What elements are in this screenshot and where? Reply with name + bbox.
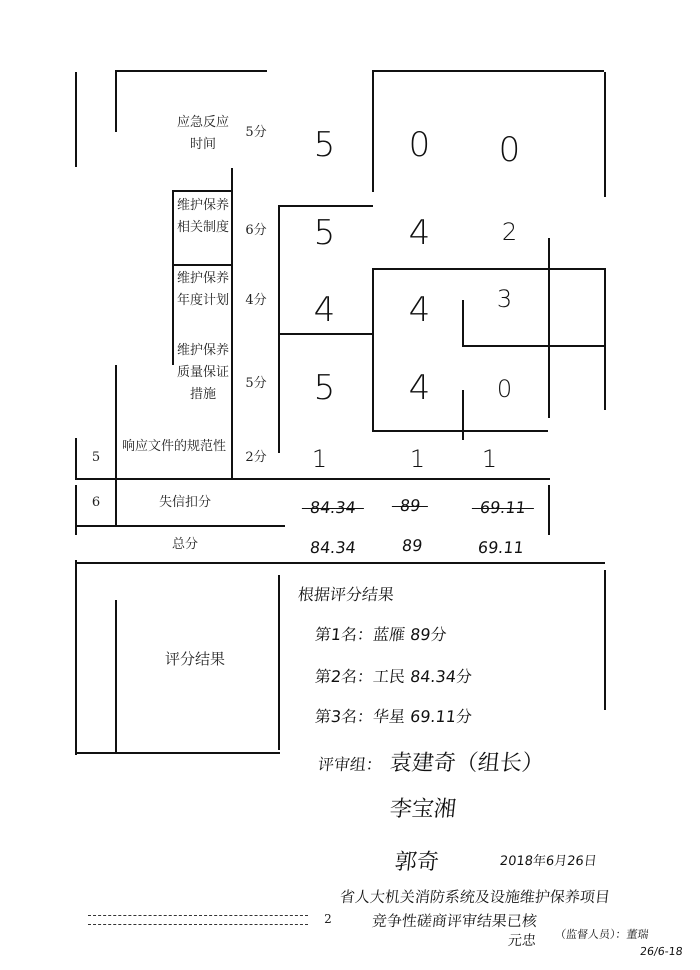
grid-line [278,205,373,207]
grid-line [75,752,280,754]
grid-line [278,333,373,335]
grid-line [548,485,550,535]
total-score: 89 [401,536,424,555]
points-cell: 6分 [245,223,267,238]
grid-line [75,525,285,527]
panel-label: 评审组： [316,755,383,774]
score-cell: 4 [313,290,337,330]
score-cell: 0 [408,125,432,165]
grid-line [115,600,117,752]
points-cell: 5分 [245,376,267,391]
points-cell: 2分 [245,450,267,465]
footer-rule [88,915,308,916]
score-cell: 1 [409,445,427,473]
row-index: 5 [91,450,101,465]
approval-note: 竞争性磋商评审结果已核 [371,912,538,930]
credit-label: 失信扣分 [158,495,211,510]
score-cell: 1 [481,445,499,473]
grid-line [372,430,548,432]
grid-line [231,168,233,478]
grid-line [604,72,606,197]
grid-line [115,365,117,525]
score-cell: 4 [408,213,432,253]
score-cell: 4 [408,290,432,330]
grid-line [278,205,280,453]
criterion-cell: 维护保养质量保证措施 [176,343,229,402]
points-cell: 5分 [245,125,267,140]
criterion-cell: 响应文件的规范性 [121,439,226,454]
grid-line [172,190,174,365]
footer-rule [88,924,308,925]
grid-line [172,264,232,266]
rank-line: 第1名：蓝雁 89分 [313,625,448,644]
grid-line [75,72,77,167]
total-score: 69.11 [477,538,525,557]
score-cell: 5 [313,368,337,408]
score-cell: 2 [501,218,519,246]
grid-line [372,70,604,72]
grid-line [372,268,374,430]
grid-line [75,562,605,564]
result-label: 评分结果 [164,650,225,668]
grid-line [75,438,77,478]
signing-date: 2018年6月26日 [499,854,598,869]
supervisor-date: 26/6-18 [639,945,684,958]
grid-line [75,478,550,480]
grid-line [372,72,374,192]
rank-line: 第3名：华星 69.11分 [313,707,473,726]
score-cell: 5 [313,213,337,253]
score-cell: 5 [313,125,337,165]
grid-line [462,390,464,440]
criterion-cell: 应急反应时间 [176,115,229,152]
grid-line [604,268,606,410]
score-cell: 4 [408,368,432,408]
approval-note: 省人大机关消防系统及设施维护保养项目 [339,888,611,906]
credit-score: 69.11 [479,498,527,517]
points-cell: 4分 [245,293,267,308]
grid-line [372,268,604,270]
total-score: 84.34 [309,538,357,557]
grid-line [75,485,77,535]
grid-line [115,70,267,72]
criterion-cell: 维护保养相关制度 [176,198,229,235]
criterion-cell: 维护保养年度计划 [176,271,229,308]
credit-score: 89 [399,496,422,515]
grid-line [115,72,117,132]
panel-member-signature: 袁建奇（组长） [388,751,546,776]
rank-line: 第2名：工民 84.34分 [313,667,473,686]
grid-line [462,300,464,345]
score-cell: 0 [498,130,522,170]
supervisor-signature: （监督人员）：董瑞 [554,928,650,941]
grid-line [462,345,604,347]
panel-member-signature: 郭奇 [393,850,441,875]
grid-line [172,190,232,192]
row-index: 6 [91,495,101,510]
total-label: 总分 [171,537,198,552]
grid-line [75,560,77,755]
credit-score: 84.34 [309,498,357,517]
grid-line [604,570,606,710]
grid-line [548,238,550,418]
panel-member-signature: 李宝湘 [388,797,458,822]
approval-signature: 元忠 [507,933,537,949]
score-cell: 3 [496,285,514,313]
grid-line [278,575,280,750]
page-number: 2 [324,912,332,926]
result-heading: 根据评分结果 [296,585,395,604]
score-cell: 1 [311,445,329,473]
score-cell: 0 [496,375,514,403]
